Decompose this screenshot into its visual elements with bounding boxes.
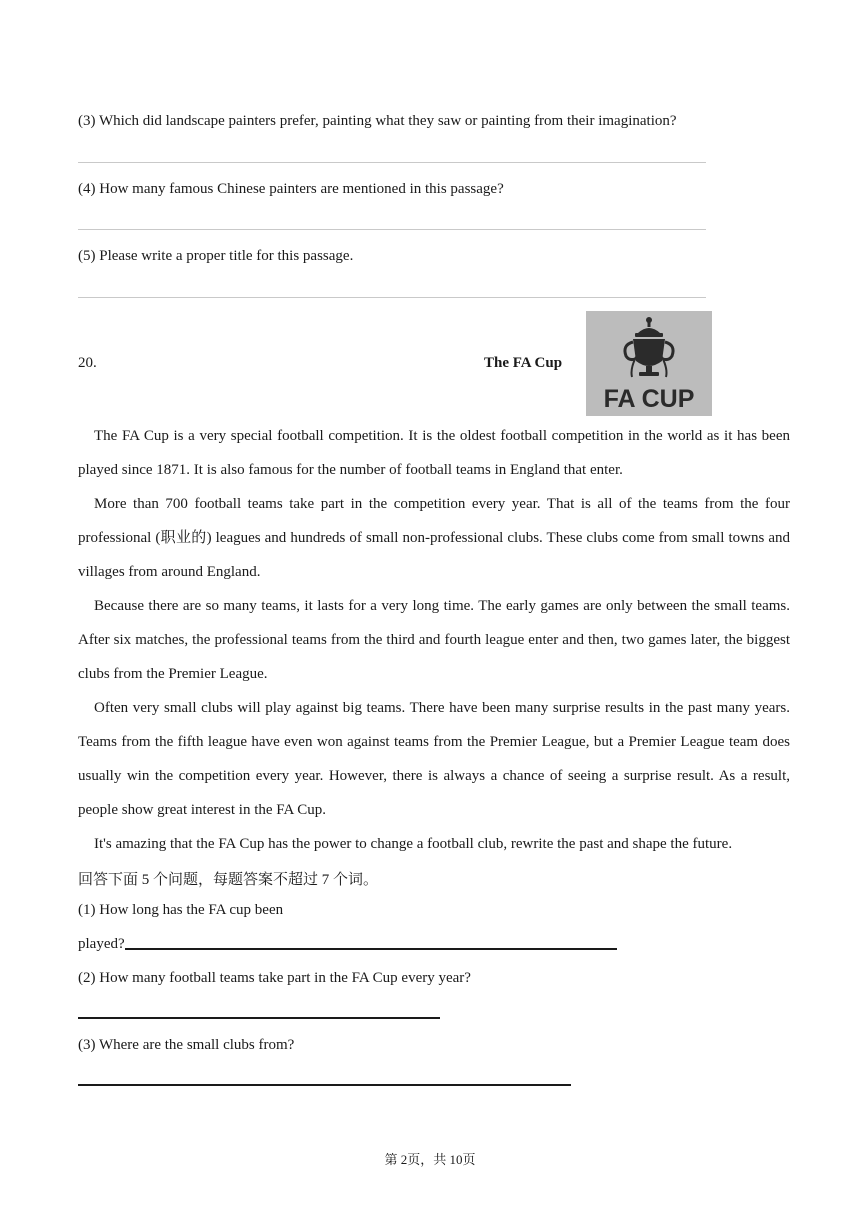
question-3: (3) Where are the small clubs from? [78,1037,295,1053]
paragraph: Often very small clubs will play against big teams. There have been many surprise results in the past many years. Teams from the fifth league have even won against teams from the Premier League, but a Premier League team does usually win the competition every year. However, there is always a chance of seeing a surprise result. As a result, people show great interest in the FA Cup. [78,700,790,818]
paragraph: More than 700 football teams take part in the competition every year. That is all of the teams from the four professional (职业的) leagues and hundreds of small non-professional clubs. These clubs come from small towns and villages from around England. [78,496,790,580]
answer-line-3[interactable] [78,1084,571,1086]
question-1-continued [78,936,617,953]
answer-line-3-prev[interactable] [78,162,706,163]
question-1-word: played? [78,936,125,952]
passage [78,419,790,861]
section-number: 20. [78,355,97,371]
instruction: 回答下面 5 个问题，每题答案不超过 7 个词。 [78,872,379,888]
answer-line-4-prev[interactable] [78,229,706,230]
answer-line-1[interactable] [125,948,617,950]
section-title: The FA Cup [484,355,563,371]
answer-line-5-prev[interactable] [78,297,706,298]
answer-line-2[interactable] [78,1017,440,1019]
paragraph: The FA Cup is a very special football competition. It is the oldest football competition in the world as it has been played since 1871. It is also famous for the number of football teams in England that enter. [78,428,790,478]
paragraph: It's amazing that the FA Cup has the power to change a football club, rewrite the past and shape the future. [94,836,733,852]
question-3-prev: (3) Which did landscape painters prefer, painting what they saw or painting from their imagination? [78,113,677,129]
fa-cup-logo [586,311,712,416]
question-2: (2) How many football teams take part in the FA Cup every year? [78,970,471,986]
question-4-prev: (4) How many famous Chinese painters are mentioned in this passage? [78,181,504,197]
paragraph: Because there are so many teams, it lasts for a very long time. The early games are only between the small teams. After six matches, the professional teams from the third and fourth league enter and then, two games later, the biggest clubs from the Premier League. [78,598,790,682]
trophy-icon [586,311,712,416]
page-footer: 第 2页，共 10页 [384,1152,476,1167]
question-5-prev: (5) Please write a proper title for this passage. [78,248,354,264]
logo-text: FA CUP [603,385,695,413]
question-1: (1) How long has the FA cup been [78,902,284,918]
